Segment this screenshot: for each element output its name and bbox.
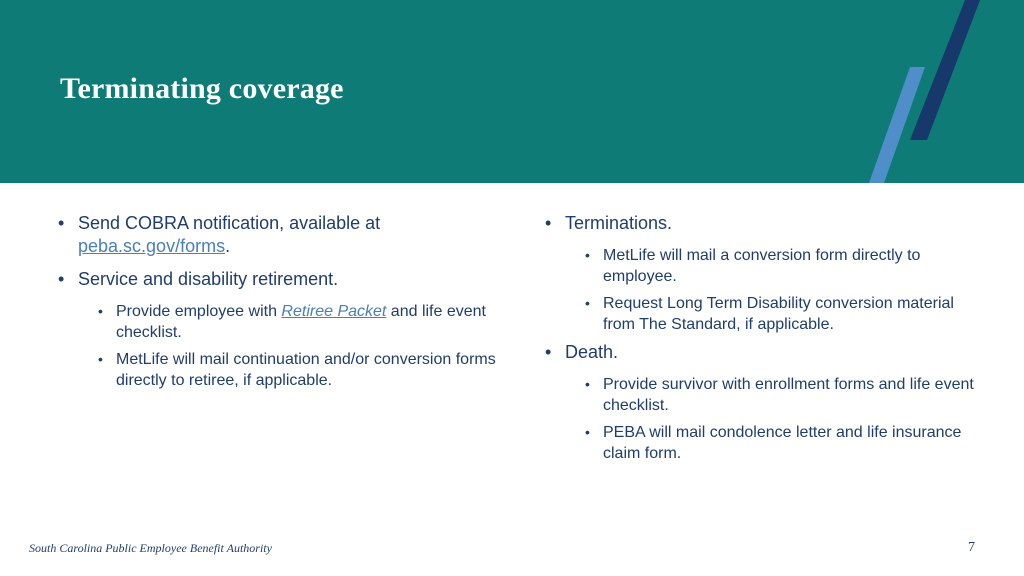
metlife-continuation-text: MetLife will mail continuation and/or conversion forms directly to retiree, if applicable. (116, 351, 496, 389)
survivor-forms-text: Provide survivor with enrollment forms and life event checklist. (603, 376, 974, 414)
sub-bullet-retiree-packet (98, 301, 498, 343)
sub-bullet-metlife-conversion (585, 245, 985, 287)
condolence-letter-text: PEBA will mail condolence letter and life insurance claim form. (603, 424, 962, 462)
retiree-packet-link[interactable]: Retiree Packet (281, 303, 387, 320)
header-banner (0, 0, 1024, 183)
page-title: Terminating coverage (60, 72, 344, 105)
retirement-label: Service and disability retirement. (78, 269, 339, 289)
retiree-packet-post: and life event checklist. (116, 303, 486, 341)
page-number: 7 (968, 540, 975, 555)
left-column (58, 212, 498, 397)
bullet-terminations (545, 212, 985, 235)
bullet-retirement (58, 268, 498, 291)
cobra-end: . (225, 236, 231, 256)
sub-bullet-metlife-continuation (98, 349, 498, 391)
forms-link[interactable]: peba.sc.gov/forms (78, 236, 226, 256)
sub-bullet-condolence-letter (585, 422, 985, 464)
right-column (545, 212, 985, 470)
ltd-conversion-text: Request Long Term Disability conversion material from The Standard, if applicable. (603, 295, 954, 333)
footer-organization: South Carolina Public Employee Benefit Authority (29, 541, 272, 555)
sub-bullet-survivor-forms (585, 374, 985, 416)
bullet-death (545, 341, 985, 364)
decorative-stripes (0, 0, 1024, 183)
bullet-cobra (58, 212, 498, 258)
retiree-packet-pre: Provide employee with (116, 303, 282, 320)
death-label: Death. (565, 342, 619, 362)
metlife-conversion-text: MetLife will mail a conversion form directly to employee. (603, 247, 921, 285)
sub-bullet-ltd-conversion (585, 293, 985, 335)
cobra-text: Send COBRA notification, available at (78, 213, 381, 233)
terminations-label: Terminations. (565, 213, 673, 233)
